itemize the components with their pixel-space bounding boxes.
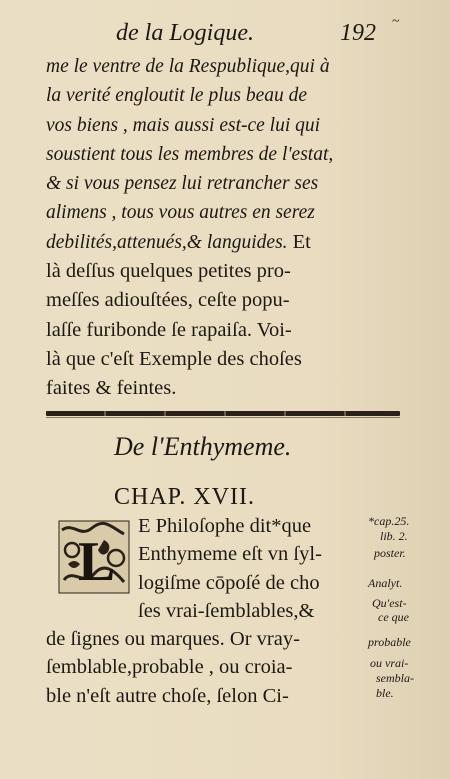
text-line: faites & feintes. (46, 377, 177, 400)
text-line: laſſe furibonde ſe rapaiſa. Voi- (46, 318, 292, 341)
text-line: de ſignes ou marques. Or vray- (46, 628, 300, 650)
initial-letter: L (78, 531, 116, 593)
ornamental-rule (46, 411, 400, 416)
italic-passage (46, 52, 364, 257)
margin-note: ou vrai- (370, 656, 409, 670)
margin-note: sembla- (376, 671, 414, 685)
page-number: 192 (340, 20, 376, 46)
margin-note: Analyt. (368, 576, 403, 590)
margin-note: lib. 2. (380, 529, 408, 543)
running-title: de la Logique. (116, 20, 254, 46)
text-line: E Philoſophe dit*que (138, 515, 312, 537)
header-mark: ~ (392, 14, 400, 29)
margin-note: ble. (376, 686, 394, 700)
text-line: la verité engloutit le plus beau de (46, 85, 308, 107)
text-line: là deſſus quelques petites pro- (46, 260, 291, 282)
running-header (116, 14, 436, 50)
margin-note: poster. (374, 546, 406, 560)
text-line: ſemblable,probable , ou croia- (46, 656, 293, 679)
margin-note: probable (368, 635, 411, 649)
chapter-heading: CHAP. XVII. (114, 484, 256, 510)
text-line: là que c'eſt Exemple des choſes (46, 347, 302, 370)
text-line: meſſes adiouſtées, ceſte popu- (46, 289, 290, 312)
margin-note: ce que (378, 610, 409, 624)
text-line: vos biens , mais aussi est-ce lui qui (46, 114, 321, 136)
margin-note: Qu'est- (372, 596, 407, 610)
chapter-paragraph (138, 512, 364, 625)
mixed-line (46, 228, 364, 257)
chapter-paragraph-continued (46, 625, 366, 710)
rule-underline (46, 417, 400, 418)
text-line: Et (292, 230, 311, 253)
text-line: debilités,attenués,& languides. (46, 231, 288, 253)
text-line: ble n'eſt autre choſe, ſelon Ci- (46, 684, 289, 707)
text-line: me le ventre de la Respublique,qui à (46, 56, 330, 77)
decorated-initial (58, 520, 130, 594)
roman-passage (46, 257, 364, 403)
text-line: alimens , tous vous autres en serez (46, 202, 315, 224)
text-line: logiſme cōpoſé de cho (138, 571, 320, 594)
text-line: ſes vrai-ſemblables,& (138, 599, 315, 622)
initial-ornament-icon (58, 520, 130, 594)
text-line: Enthymeme eſt vn ſyl- (138, 543, 322, 566)
section-title: De l'Enthymeme. (114, 432, 292, 461)
text-line: soustient tous les membres de l'estat, (46, 143, 334, 165)
margin-note: *cap.25. (368, 514, 410, 528)
text-line: & si vous pensez lui retrancher ses (46, 173, 319, 195)
